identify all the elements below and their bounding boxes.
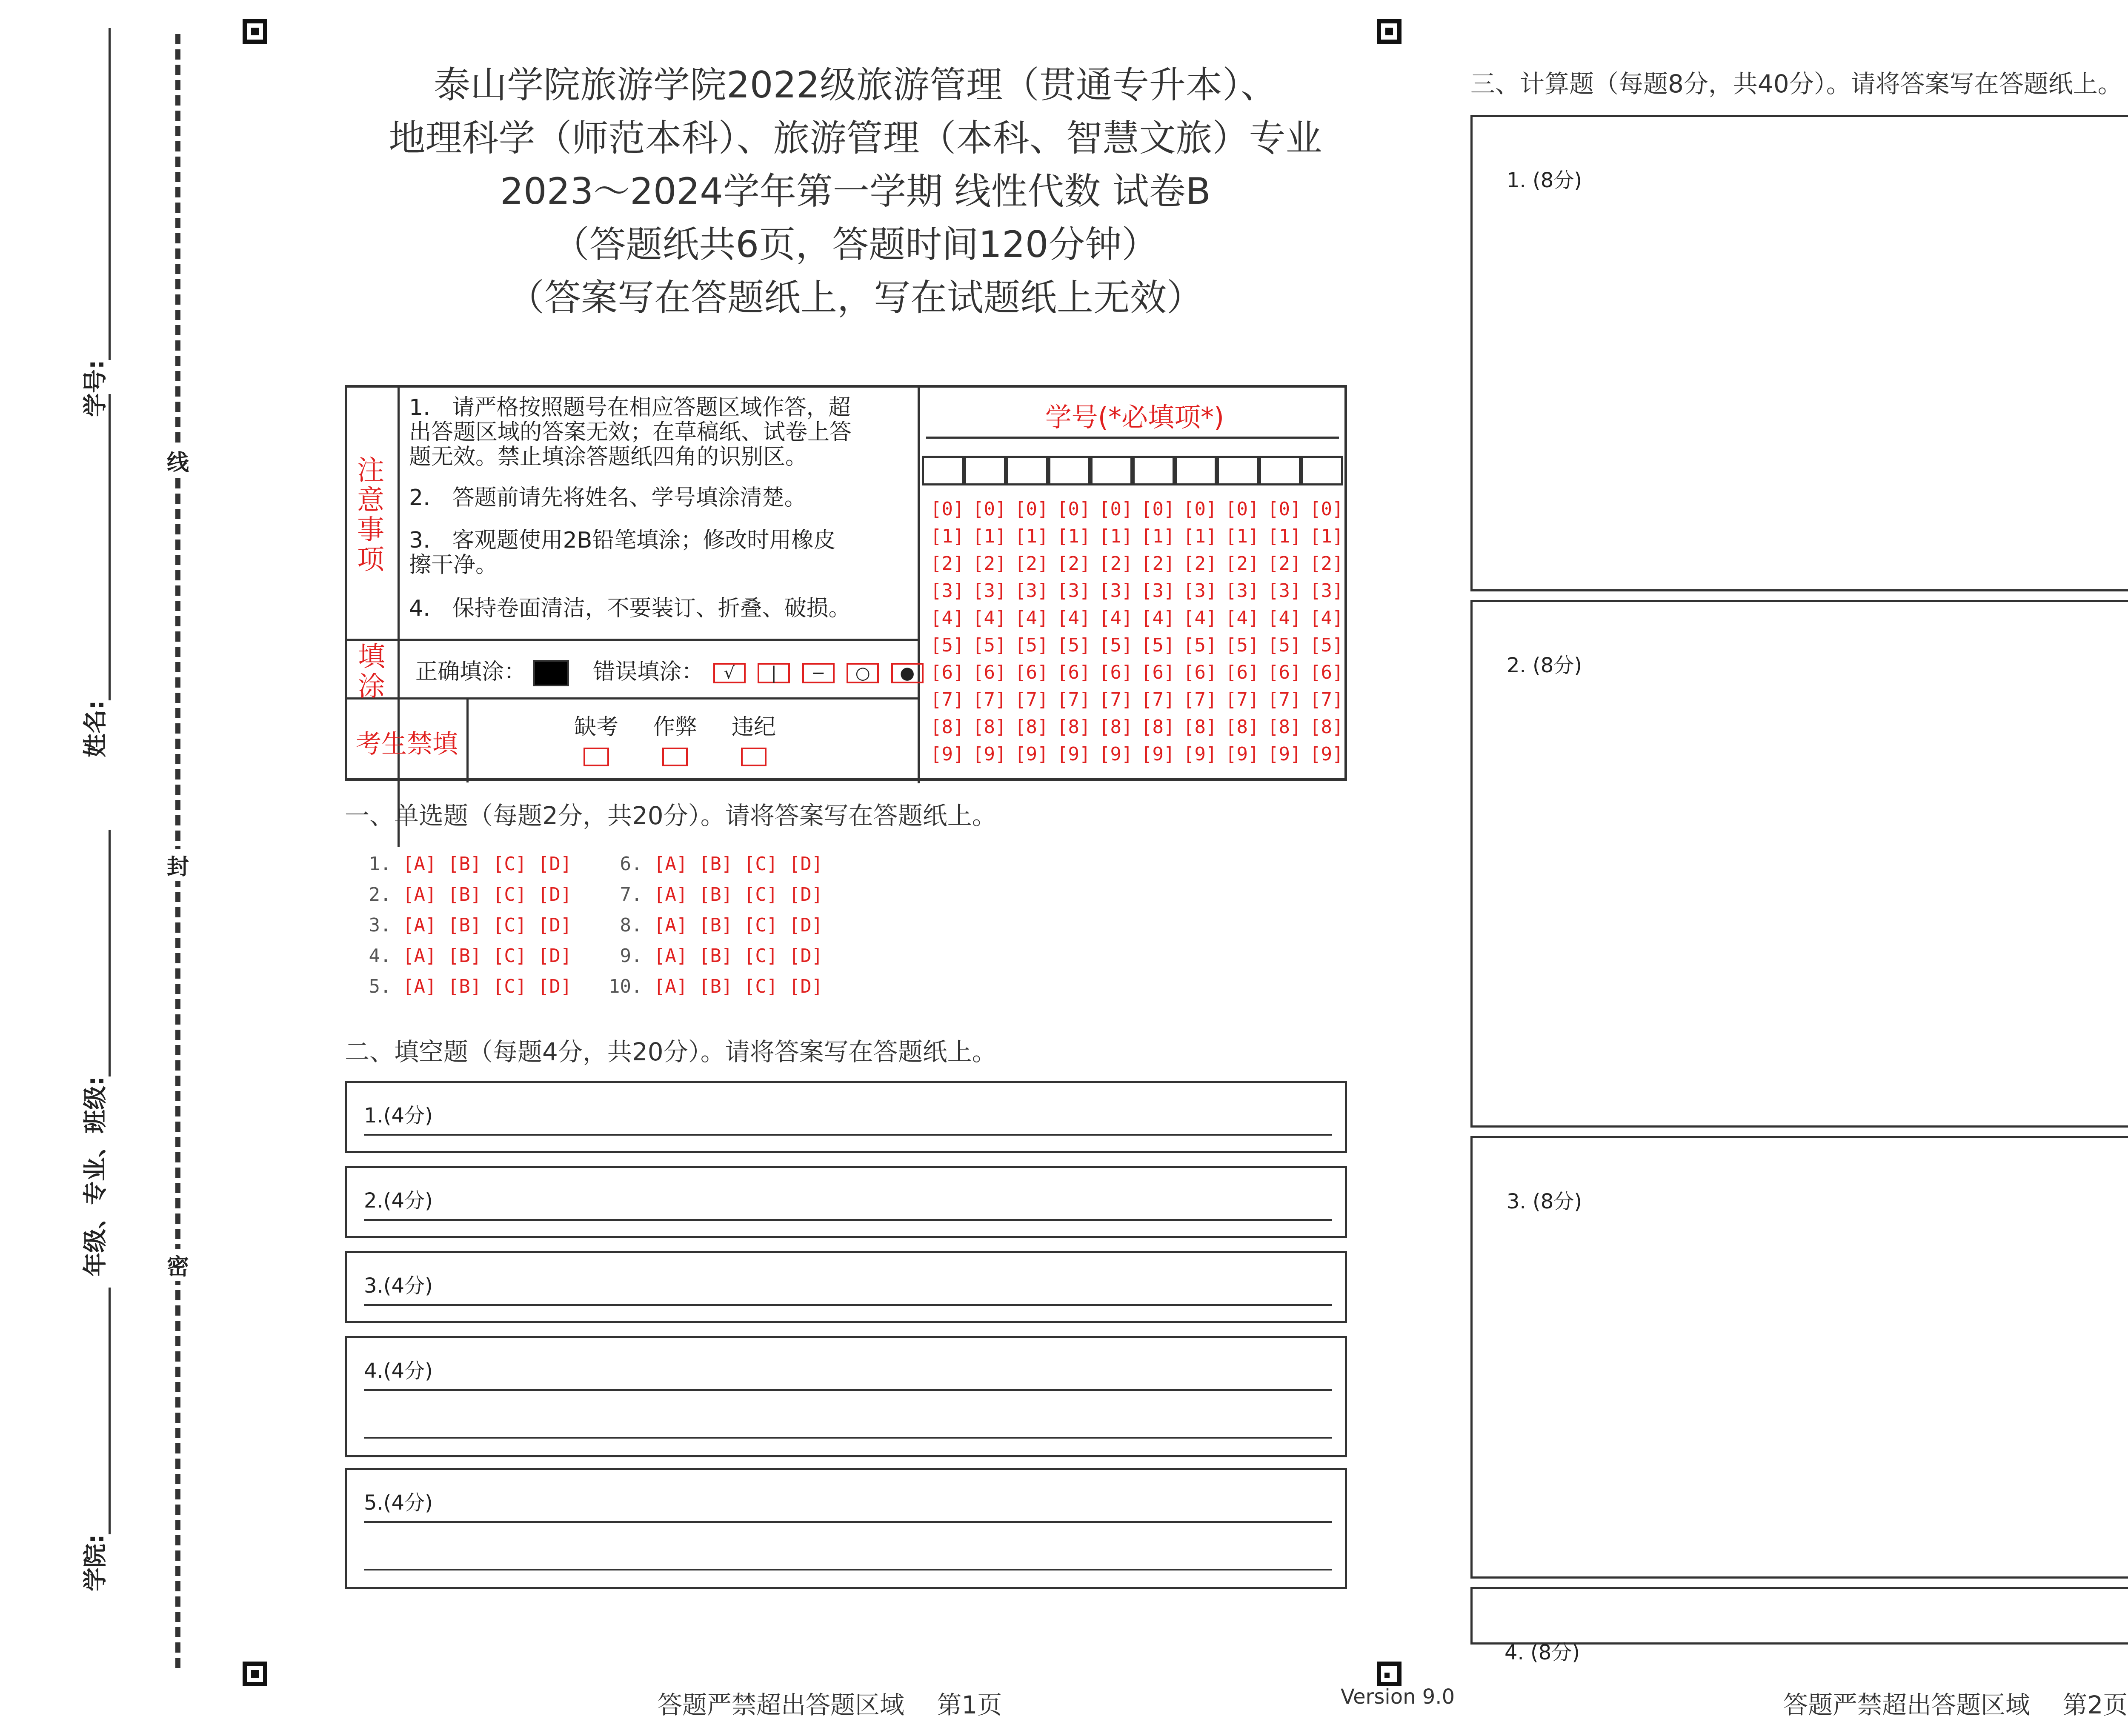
footer-page1: 答题严禁超出答题区域 第1页 [658, 1690, 1002, 1719]
student-number-field[interactable]: 学号: [77, 28, 111, 417]
student-id-bubble[interactable]: [1] [1015, 525, 1049, 547]
student-id-bubble[interactable]: [0] [1015, 498, 1049, 520]
student-id-title: 学号(*必填项*) [1045, 402, 1224, 433]
student-id-bubble[interactable]: [8] [1310, 716, 1344, 738]
student-id-digit-row [930, 716, 1352, 743]
student-id-bubble[interactable]: [1] [1225, 525, 1259, 547]
wrong-sample-circle: ○ [847, 663, 879, 683]
student-id-bubble[interactable]: [4] [1225, 607, 1259, 629]
fill-blank-1[interactable] [345, 1081, 1347, 1153]
fill-label: 填涂 [358, 641, 385, 702]
calc-label: 1. (8分) [1507, 168, 1582, 192]
student-id-bubble[interactable]: [6] [930, 662, 964, 683]
notice-item-1: 1. 请严格按照题号在相应答题区域作答，超出答题区域的答案无效；在草稿纸、试卷上答题无效。禁止填涂答题纸四角的识别区。 [409, 395, 852, 470]
student-id-bubble[interactable]: [1] [1057, 525, 1091, 547]
class-field[interactable]: 年级、专业、班级: [77, 830, 111, 1276]
student-id-bubble[interactable]: [7] [1057, 689, 1091, 711]
wrong-sample-dash: − [802, 663, 835, 683]
student-id-bubble[interactable]: [2] [1015, 553, 1049, 574]
student-id-digit-box[interactable] [1006, 456, 1048, 485]
student-id-bubble[interactable]: [5] [1099, 634, 1133, 656]
registration-marker [1377, 19, 1402, 44]
student-id-digit-row [930, 498, 1352, 525]
student-id-digit-grid[interactable] [930, 498, 1352, 771]
single-choice-item[interactable] [358, 945, 572, 967]
violation-checkbox[interactable] [741, 748, 767, 766]
student-id-bubble[interactable]: [3] [1183, 580, 1217, 602]
student-id-digit-row [930, 689, 1352, 716]
student-id-bubble[interactable]: [2] [972, 553, 1007, 574]
student-id-bubble[interactable]: [3] [1141, 580, 1175, 602]
student-id-bubble[interactable]: [2] [1057, 553, 1091, 574]
student-id-digit-box[interactable] [1217, 456, 1259, 485]
single-choice-item[interactable] [609, 976, 823, 997]
fill-samples-row [415, 654, 926, 686]
fill-blank-4[interactable] [345, 1336, 1347, 1457]
forbidden-label: 考生禁填 [356, 729, 458, 759]
student-id-bubble[interactable]: [3] [1057, 580, 1091, 602]
student-id-bubble[interactable]: [8] [1141, 716, 1175, 738]
fill-blank-2[interactable] [345, 1166, 1347, 1238]
student-id-digit-row [930, 525, 1352, 553]
student-id-bubble[interactable]: [7] [1310, 689, 1344, 711]
student-id-bubble[interactable]: [1] [1099, 525, 1133, 547]
student-id-bubble[interactable]: [6] [1099, 662, 1133, 683]
section1-heading: 一、单选题（每题2分，共20分）。请将答案写在答题纸上。 [345, 801, 997, 830]
forbidden-cheat: 作弊 [652, 709, 698, 766]
student-id-bubble[interactable]: [2] [1310, 553, 1344, 574]
student-id-bubble[interactable]: [5] [1225, 634, 1259, 656]
single-choice-item[interactable] [358, 853, 572, 875]
student-id-bubble[interactable]: [0] [1057, 498, 1091, 520]
student-id-bubble[interactable]: [8] [1015, 716, 1049, 738]
student-id-digit-box[interactable] [1301, 456, 1343, 485]
student-id-bubble[interactable]: [0] [1225, 498, 1259, 520]
answer-options[interactable]: [A] [B] [C] [D] [402, 853, 572, 875]
student-id-bubble[interactable]: [7] [1099, 689, 1133, 711]
single-choice-item[interactable] [609, 914, 823, 936]
student-id-bubble[interactable]: [4] [972, 607, 1007, 629]
question-number: 1. [358, 853, 403, 875]
student-id-digit-row [930, 743, 1352, 771]
student-id-bubble[interactable]: [0] [1267, 498, 1301, 520]
student-id-bubble[interactable]: [4] [1267, 607, 1301, 629]
title-line-4: （答题纸共6页，答题时间120分钟） [552, 223, 1158, 266]
student-id-bubble[interactable]: [1] [1183, 525, 1217, 547]
answer-options[interactable]: [A] [B] [C] [D] [653, 945, 823, 967]
student-id-bubble[interactable]: [7] [1225, 689, 1259, 711]
student-id-bubble[interactable]: [5] [1267, 634, 1301, 656]
calc-label: 4. (8分) [1504, 1641, 1580, 1665]
student-id-bubble[interactable]: [4] [930, 607, 964, 629]
student-id-bubble[interactable]: [8] [930, 716, 964, 738]
section3-heading: 三、计算题（每题8分，共40分）。请将答案写在答题纸上。 [1470, 69, 2122, 98]
student-id-bubble[interactable]: [5] [1057, 634, 1091, 656]
name-field[interactable]: 姓名: [77, 394, 111, 757]
answer-options[interactable]: [A] [B] [C] [D] [402, 914, 572, 936]
registration-marker [243, 1662, 267, 1686]
student-id-bubble[interactable]: [0] [1183, 498, 1217, 520]
student-id-bubble[interactable]: [7] [1141, 689, 1175, 711]
student-id-bubble[interactable]: [9] [972, 743, 1007, 765]
title-line-2: 地理科学（师范本科）、旅游管理（本科、智慧文旅）专业 [389, 117, 1322, 160]
student-id-bubble[interactable]: [7] [972, 689, 1007, 711]
section2-heading: 二、填空题（每题4分，共20分）。请将答案写在答题纸上。 [345, 1037, 997, 1066]
question-number: 9. [609, 945, 654, 967]
student-id-bubble[interactable]: [8] [1099, 716, 1133, 738]
fill-blank-label: 3.(4分) [364, 1274, 433, 1298]
correct-fill-label: 正确填涂： [415, 659, 526, 685]
student-id-digit-row [930, 662, 1352, 689]
student-id-bubble[interactable]: [1] [1141, 525, 1175, 547]
student-id-bubble[interactable]: [5] [1141, 634, 1175, 656]
wrong-sample-dot: ● [891, 663, 924, 683]
student-id-boxes [922, 456, 1343, 485]
student-id-bubble[interactable]: [3] [1225, 580, 1259, 602]
answer-options[interactable]: [A] [B] [C] [D] [402, 884, 572, 905]
title-line-5: （答案写在答题纸上，写在试题纸上无效） [508, 277, 1203, 319]
student-id-bubble[interactable]: [9] [1099, 743, 1133, 765]
single-choice-item[interactable] [609, 884, 823, 905]
student-id-bubble[interactable]: [4] [1015, 607, 1049, 629]
question-number: 6. [609, 853, 654, 875]
student-id-bubble[interactable]: [0] [1141, 498, 1175, 520]
student-id-bubble[interactable]: [8] [972, 716, 1007, 738]
wrong-sample-bar: | [758, 663, 790, 683]
student-id-bubble[interactable]: [8] [1057, 716, 1091, 738]
answer-options[interactable]: [A] [B] [C] [D] [653, 853, 823, 875]
notice-label: 注意事项 [357, 455, 384, 576]
title-line-1: 泰山学院旅游学院2022级旅游管理（贯通专升本）、 [434, 64, 1277, 106]
student-id-bubble[interactable]: [4] [1141, 607, 1175, 629]
calc-label: 3. (8分) [1507, 1190, 1582, 1213]
student-id-bubble[interactable]: [1] [972, 525, 1007, 547]
student-id-bubble[interactable]: [9] [1057, 743, 1091, 765]
student-id-bubble[interactable]: [6] [972, 662, 1007, 683]
student-id-bubble[interactable]: [8] [1183, 716, 1217, 738]
student-id-bubble[interactable]: [3] [1310, 580, 1344, 602]
student-id-bubble[interactable]: [9] [1225, 743, 1259, 765]
question-number: 5. [358, 976, 403, 997]
fill-blank-3[interactable] [345, 1251, 1347, 1323]
student-id-bubble[interactable]: [9] [1183, 743, 1217, 765]
student-id-bubble[interactable]: [3] [930, 580, 964, 602]
student-id-bubble[interactable]: [1] [930, 525, 964, 547]
notice-item-3: 3. 客观题使用2B铅笔填涂；修改时用橡皮擦干净。 [409, 528, 836, 578]
calc-label: 2. (8分) [1507, 654, 1582, 677]
student-id-bubble[interactable]: [3] [972, 580, 1007, 602]
student-id-bubble[interactable]: [6] [1183, 662, 1217, 683]
student-id-digit-row [930, 607, 1352, 634]
question-number: 3. [358, 914, 403, 936]
student-id-bubble[interactable]: [5] [1310, 634, 1344, 656]
student-id-bubble[interactable]: [9] [1141, 743, 1175, 765]
wrong-fill-label: 错误填涂： [593, 659, 704, 685]
forbidden-violation: 违纪 [730, 709, 777, 766]
fill-blank-label: 1.(4分) [364, 1104, 433, 1128]
answer-options[interactable]: [A] [B] [C] [D] [653, 914, 823, 936]
fill-blank-label: 2.(4分) [364, 1189, 433, 1213]
single-choice-item[interactable] [358, 976, 572, 997]
student-id-bubble[interactable]: [4] [1310, 607, 1344, 629]
forbidden-absent: 缺考 [573, 709, 620, 766]
student-id-bubble[interactable]: [6] [1141, 662, 1175, 683]
student-id-bubble[interactable]: [4] [1183, 607, 1217, 629]
student-id-bubble[interactable]: [2] [1141, 553, 1175, 574]
single-choice-item[interactable] [609, 945, 823, 967]
student-id-bubble[interactable]: [0] [930, 498, 964, 520]
single-choice-item[interactable] [358, 914, 572, 936]
student-id-bubble[interactable]: [4] [1099, 607, 1133, 629]
student-id-bubble[interactable]: [5] [1015, 634, 1049, 656]
student-id-digit-box[interactable] [1090, 456, 1133, 485]
question-number: 10. [609, 976, 654, 997]
student-id-bubble[interactable]: [0] [1099, 498, 1133, 520]
student-id-bubble[interactable]: [6] [1225, 662, 1259, 683]
student-id-bubble[interactable]: [5] [972, 634, 1007, 656]
question-number: 7. [609, 884, 654, 905]
student-id-bubble[interactable]: [6] [1057, 662, 1091, 683]
footer-version: Version 9.0 [1341, 1685, 1455, 1709]
student-id-digit-box[interactable] [1259, 456, 1301, 485]
student-id-bubble[interactable]: [2] [930, 553, 964, 574]
student-id-bubble[interactable]: [5] [1183, 634, 1217, 656]
answer-options[interactable]: [A] [B] [C] [D] [402, 945, 572, 967]
question-number: 2. [358, 884, 403, 905]
student-id-bubble[interactable]: [6] [1267, 662, 1301, 683]
registration-marker [243, 19, 267, 44]
notice-item-2: 2. 答题前请先将姓名、学号填涂清楚。 [409, 485, 807, 511]
student-id-digit-row [930, 580, 1352, 607]
fill-blank-label: 4.(4分) [364, 1359, 433, 1383]
student-id-bubble[interactable]: [6] [1015, 662, 1049, 683]
student-id-bubble[interactable]: [9] [1310, 743, 1344, 765]
fill-blank-label: 5.(4分) [364, 1491, 433, 1515]
question-number: 4. [358, 945, 403, 967]
student-id-bubble[interactable]: [9] [1015, 743, 1049, 765]
student-id-digit-row [930, 553, 1352, 580]
student-id-bubble[interactable]: [2] [1183, 553, 1217, 574]
student-id-bubble[interactable]: [5] [930, 634, 964, 656]
answer-options[interactable]: [A] [B] [C] [D] [653, 884, 823, 905]
title-line-3: 2023～2024学年第一学期 线性代数 试卷B [500, 170, 1211, 213]
student-id-bubble[interactable]: [9] [1267, 743, 1301, 765]
student-id-bubble[interactable]: [2] [1225, 553, 1259, 574]
student-id-bubble[interactable]: [7] [1183, 689, 1217, 711]
student-id-bubble[interactable]: [7] [1267, 689, 1301, 711]
absent-checkbox[interactable] [583, 748, 609, 766]
student-id-bubble[interactable]: [7] [930, 689, 964, 711]
student-id-bubble[interactable]: [7] [1015, 689, 1049, 711]
student-id-digit-box[interactable] [1175, 456, 1217, 485]
answer-options[interactable]: [A] [B] [C] [D] [402, 976, 572, 997]
notice-item-4: 4. 保持卷面清洁，不要装订、折叠、破损。 [409, 596, 851, 621]
calc-answer-2[interactable] [1470, 600, 2128, 1128]
student-id-digit-box[interactable] [1133, 456, 1175, 485]
student-id-bubble[interactable]: [2] [1267, 553, 1301, 574]
student-id-bubble[interactable]: [1] [1310, 525, 1344, 547]
student-id-bubble[interactable]: [0] [1310, 498, 1344, 520]
student-id-bubble[interactable]: [4] [1057, 607, 1091, 629]
student-id-bubble[interactable]: [1] [1267, 525, 1301, 547]
student-id-bubble[interactable]: [3] [1099, 580, 1133, 602]
student-id-bubble[interactable]: [8] [1267, 716, 1301, 738]
calc-answer-3[interactable] [1470, 1136, 2128, 1579]
registration-marker [1377, 1662, 1402, 1686]
correct-fill-sample [533, 660, 569, 686]
binding-char-feng: 封 [165, 849, 191, 881]
student-id-bubble[interactable]: [0] [972, 498, 1007, 520]
student-id-digit-box[interactable] [1048, 456, 1090, 485]
answer-options[interactable]: [A] [B] [C] [D] [653, 976, 823, 997]
calc-answer-1[interactable] [1470, 115, 2128, 591]
student-id-bubble[interactable]: [8] [1225, 716, 1259, 738]
single-choice-item[interactable] [358, 884, 572, 905]
student-id-bubble[interactable]: [3] [1015, 580, 1049, 602]
single-choice-item[interactable] [609, 853, 823, 875]
question-number: 8. [609, 914, 654, 936]
student-id-digit-box[interactable] [964, 456, 1006, 485]
wrong-sample-check: √ [713, 663, 746, 683]
student-id-bubble[interactable]: [6] [1310, 662, 1344, 683]
student-id-bubble[interactable]: [9] [930, 743, 964, 765]
cheat-checkbox[interactable] [662, 748, 688, 766]
binding-char-mi: 密 [165, 1249, 191, 1281]
binding-char-xian: 线 [165, 445, 191, 477]
student-id-bubble[interactable]: [3] [1267, 580, 1301, 602]
instructions-box [345, 385, 1347, 781]
college-field[interactable]: 学院: [77, 1288, 111, 1591]
student-id-bubble[interactable]: [2] [1099, 553, 1133, 574]
student-id-digit-row [930, 634, 1352, 662]
student-id-digit-box[interactable] [922, 456, 964, 485]
footer-page2: 答题严禁超出答题区域 第2页 [1783, 1690, 2128, 1719]
fill-blank-5[interactable] [345, 1468, 1347, 1589]
